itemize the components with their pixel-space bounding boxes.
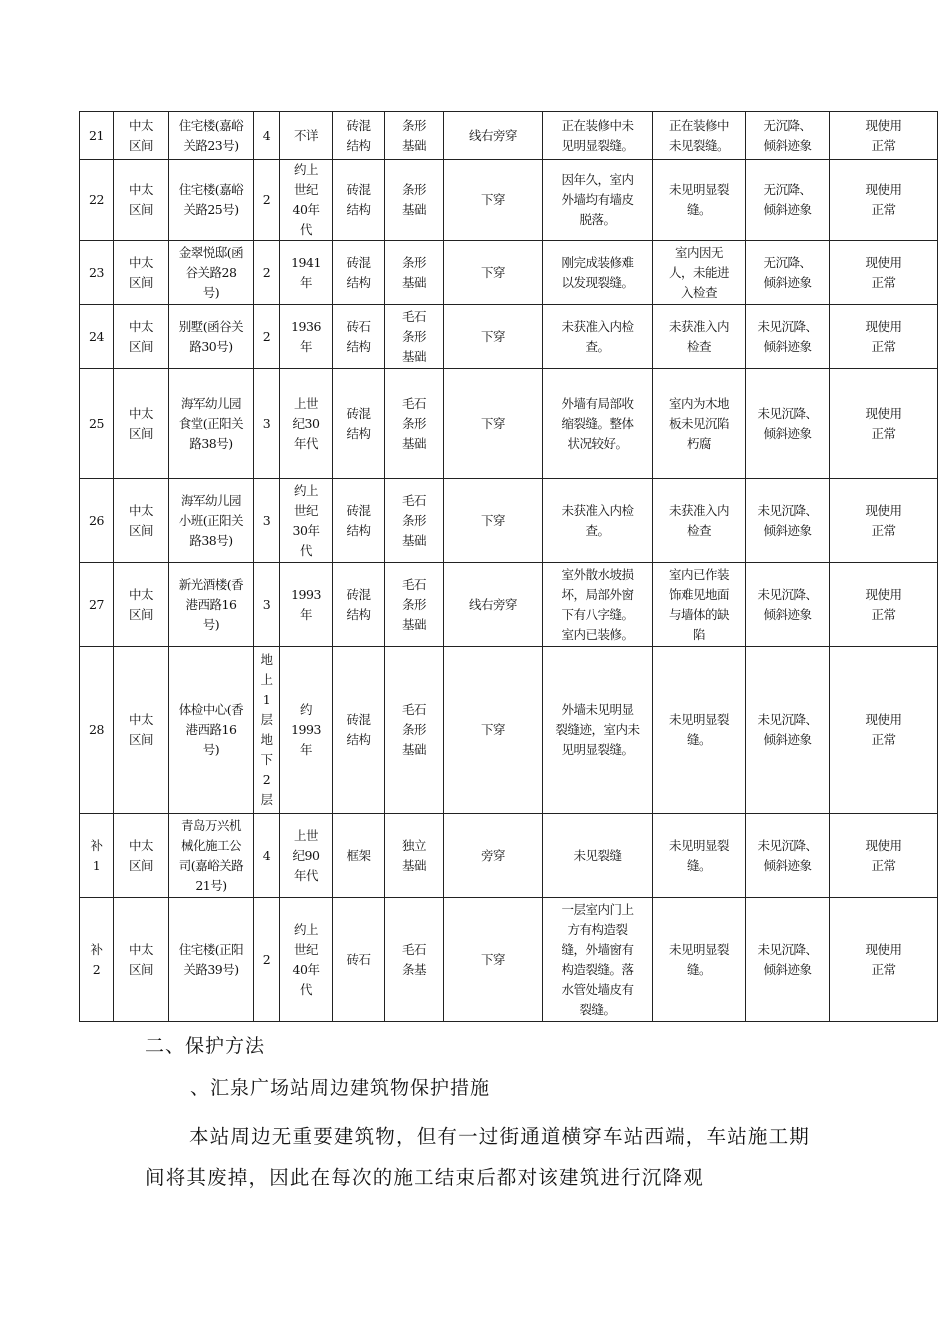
settlement-cell-text: 未见沉降、 倾斜迹象 <box>757 318 818 354</box>
settlement-cell-text: 未见沉降、 倾斜迹象 <box>757 502 818 538</box>
floors-cell <box>254 241 280 305</box>
section-cell <box>114 112 169 160</box>
usage-cell-text: 现使用 正常 <box>865 405 902 441</box>
section-cell-text: 中太 区间 <box>128 117 153 153</box>
settlement-cell <box>746 160 830 241</box>
foundation-cell-text: 条形 基础 <box>401 254 426 290</box>
exterior-condition-cell-text: 室外散水坡损 坏，局部外窗 下有八字缝。 室内已装修。 <box>561 566 634 642</box>
subsection-title: 、汇泉广场站周边建筑物保护措施 <box>190 1077 491 1099</box>
row-number-text: 补 2 <box>90 941 103 977</box>
interior-condition-cell <box>653 563 746 647</box>
year-cell-text: 约 1993 年 <box>291 702 321 757</box>
year-cell <box>280 814 333 898</box>
relation-cell-text: 下穿 <box>480 512 505 528</box>
year-cell <box>280 112 333 160</box>
interior-condition-cell <box>653 112 746 160</box>
year-cell <box>280 563 333 647</box>
exterior-condition-cell <box>543 305 653 369</box>
row-number-text: 23 <box>89 264 104 280</box>
settlement-cell-text: 未见沉降、 倾斜迹象 <box>757 837 818 873</box>
foundation-cell-text: 毛石 条形 基础 <box>401 492 426 548</box>
interior-condition-cell-text: 室内已作装 饰难见地面 与墙体的缺 陷 <box>668 566 729 642</box>
building-name-cell <box>169 112 254 160</box>
floors-cell <box>254 563 280 647</box>
settlement-cell-text: 未见沉降、 倾斜迹象 <box>757 712 818 747</box>
structure-cell <box>333 647 385 814</box>
row-number <box>80 112 114 160</box>
structure-cell-text: 框架 <box>346 847 371 863</box>
exterior-condition-cell <box>543 369 653 479</box>
exterior-condition-cell-text: 刚完成装修难 以发现裂缝。 <box>561 254 634 290</box>
floors-cell-text: 2 <box>262 192 271 207</box>
structure-cell <box>333 112 385 160</box>
table-row <box>80 369 938 479</box>
row-number <box>80 241 114 305</box>
floors-cell <box>254 479 280 563</box>
settlement-cell-text: 无沉降、 倾斜迹象 <box>763 182 812 217</box>
year-cell-text: 上世 纪90 年代 <box>292 827 320 883</box>
relation-cell <box>444 241 543 305</box>
building-name-cell <box>169 160 254 241</box>
row-number <box>80 814 114 898</box>
building-name-cell-text: 海军幼儿园 食堂(正阳关 路38号) <box>178 395 244 451</box>
row-number <box>80 647 114 814</box>
section-cell-text: 中太 区间 <box>128 254 153 290</box>
interior-condition-cell <box>653 479 746 563</box>
usage-cell <box>830 647 938 814</box>
usage-cell-text: 现使用 正常 <box>865 182 902 217</box>
relation-cell-text: 旁穿 <box>480 847 505 863</box>
usage-cell <box>830 814 938 898</box>
structure-cell <box>333 160 385 241</box>
interior-condition-cell <box>653 647 746 814</box>
structure-cell <box>333 898 385 1022</box>
table-row <box>80 160 938 241</box>
usage-cell-text: 现使用 正常 <box>865 117 902 153</box>
year-cell <box>280 160 333 241</box>
relation-cell <box>444 898 543 1022</box>
relation-cell-text: 下穿 <box>480 951 505 967</box>
exterior-condition-cell <box>543 479 653 563</box>
section-cell <box>114 241 169 305</box>
table-row <box>80 647 938 814</box>
relation-cell <box>444 160 543 241</box>
settlement-cell-text: 无沉降、 倾斜迹象 <box>763 254 812 290</box>
interior-condition-cell-text: 未见明显裂 缝。 <box>668 837 729 873</box>
interior-condition-cell-text: 未获准入内 检查 <box>668 318 729 354</box>
structure-cell-text: 砖混 结构 <box>346 586 371 622</box>
usage-cell-text: 现使用 正常 <box>865 254 902 290</box>
usage-cell <box>830 369 938 479</box>
row-number <box>80 305 114 369</box>
floors-cell-text: 2 <box>262 264 271 280</box>
section-cell <box>114 898 169 1022</box>
interior-condition-cell-text: 室内为木地 板未见沉陷 朽腐 <box>668 395 729 451</box>
foundation-cell-text: 条形 基础 <box>401 117 426 153</box>
usage-cell <box>830 241 938 305</box>
floors-cell <box>254 814 280 898</box>
building-name-cell-text: 体检中心(香 港西路16 号) <box>178 702 244 757</box>
table-row <box>80 563 938 647</box>
row-number-text: 补 1 <box>90 837 103 873</box>
usage-cell-text: 现使用 正常 <box>865 941 902 977</box>
row-number <box>80 160 114 241</box>
row-number-text: 22 <box>89 192 104 207</box>
section-cell-text: 中太 区间 <box>128 837 153 873</box>
settlement-cell <box>746 241 830 305</box>
building-survey-table <box>79 111 938 1022</box>
floors-cell-text: 3 <box>262 596 271 612</box>
usage-cell <box>830 305 938 369</box>
usage-cell-text: 现使用 正常 <box>865 586 902 622</box>
interior-condition-cell-text: 未见明显裂 缝。 <box>668 712 729 747</box>
interior-condition-cell <box>653 305 746 369</box>
settlement-cell <box>746 112 830 160</box>
year-cell <box>280 647 333 814</box>
foundation-cell-text: 毛石 条形 基础 <box>401 576 426 632</box>
exterior-condition-cell <box>543 814 653 898</box>
building-name-cell <box>169 369 254 479</box>
relation-cell <box>444 814 543 898</box>
building-name-cell <box>169 305 254 369</box>
foundation-cell-text: 毛石 条形 基础 <box>401 395 426 451</box>
year-cell-text: 1993 年 <box>291 586 321 622</box>
section-cell-text: 中太 区间 <box>128 405 153 441</box>
usage-cell <box>830 112 938 160</box>
floors-cell <box>254 305 280 369</box>
building-name-cell <box>169 563 254 647</box>
structure-cell-text: 砖混 结构 <box>346 182 371 217</box>
structure-cell-text: 砖混 结构 <box>346 502 371 538</box>
usage-cell-text: 现使用 正常 <box>865 318 902 354</box>
relation-cell-text: 下穿 <box>480 415 505 431</box>
interior-condition-cell <box>653 369 746 479</box>
year-cell-text: 1941 年 <box>291 254 321 290</box>
settlement-cell <box>746 647 830 814</box>
year-cell-text: 约上 世纪 40年 代 <box>292 921 320 997</box>
exterior-condition-cell-text: 因年久，室内 外墙均有墙皮 脱落。 <box>561 172 634 227</box>
section-cell <box>114 479 169 563</box>
table-row <box>80 112 938 160</box>
relation-cell <box>444 479 543 563</box>
floors-cell-text: 地 上 1 层 地 下 2 层 <box>260 652 273 807</box>
year-cell-text: 约上 世纪 30年 代 <box>292 482 320 558</box>
foundation-cell <box>385 112 444 160</box>
section-cell-text: 中太 区间 <box>128 182 153 217</box>
section-cell <box>114 369 169 479</box>
section-cell-text: 中太 区间 <box>128 712 153 747</box>
table-row <box>80 814 938 898</box>
floors-cell-text: 3 <box>262 512 271 528</box>
year-cell-text: 约上 世纪 40年 代 <box>292 162 320 237</box>
structure-cell <box>333 241 385 305</box>
year-cell <box>280 898 333 1022</box>
exterior-condition-cell <box>543 563 653 647</box>
exterior-condition-cell <box>543 112 653 160</box>
floors-cell <box>254 369 280 479</box>
interior-condition-cell <box>653 160 746 241</box>
building-name-cell-text: 金翠悦邸(函 谷关路28 号) <box>178 244 244 300</box>
interior-condition-cell <box>653 898 746 1022</box>
section-cell-text: 中太 区间 <box>128 502 153 538</box>
section-cell-text: 中太 区间 <box>128 586 153 622</box>
foundation-cell <box>385 563 444 647</box>
table-row <box>80 305 938 369</box>
building-name-cell-text: 住宅楼(嘉峪 关路23号) <box>178 117 244 153</box>
building-name-cell <box>169 241 254 305</box>
foundation-cell-text: 独立 基础 <box>401 837 426 873</box>
row-number-text: 28 <box>89 722 104 737</box>
building-name-cell-text: 新光酒楼(香 港西路16 号) <box>178 576 244 632</box>
floors-cell-text: 3 <box>262 415 271 431</box>
interior-condition-cell-text: 未获准入内 检查 <box>668 502 729 538</box>
body-paragraph: 本站周边无重要建筑物，但有一过街通道横穿车站西端，车站施工期间将其废掉，因此在每次的施工结束后都对该建筑进行沉降观 <box>145 1125 811 1189</box>
relation-cell <box>444 369 543 479</box>
exterior-condition-cell <box>543 241 653 305</box>
interior-condition-cell-text: 正在装修中 未见裂缝。 <box>668 117 729 153</box>
exterior-condition-cell <box>543 898 653 1022</box>
interior-condition-cell-text: 未见明显裂 缝。 <box>668 941 729 977</box>
foundation-cell <box>385 898 444 1022</box>
year-cell-text: 1936 年 <box>291 318 321 354</box>
floors-cell-text: 4 <box>262 127 271 143</box>
relation-cell-text: 线右旁穿 <box>468 127 517 143</box>
relation-cell-text: 下穿 <box>480 722 505 737</box>
building-name-cell <box>169 479 254 563</box>
relation-cell <box>444 563 543 647</box>
row-number <box>80 479 114 563</box>
foundation-cell <box>385 479 444 563</box>
settlement-cell-text: 无沉降、 倾斜迹象 <box>763 117 812 153</box>
settlement-cell-text: 未见沉降、 倾斜迹象 <box>757 941 818 977</box>
exterior-condition-cell-text: 外墙有局部收 缩裂缝。整体 状况较好。 <box>561 395 634 451</box>
relation-cell <box>444 647 543 814</box>
year-cell <box>280 479 333 563</box>
structure-cell-text: 砖混 结构 <box>346 254 371 290</box>
year-cell <box>280 305 333 369</box>
relation-cell-text: 下穿 <box>480 264 505 280</box>
interior-condition-cell-text: 室内因无 人，未能进 入检查 <box>668 244 729 300</box>
row-number-text: 21 <box>89 127 104 143</box>
section-cell-text: 中太 区间 <box>128 318 153 354</box>
table-row <box>80 241 938 305</box>
exterior-condition-cell <box>543 647 653 814</box>
settlement-cell <box>746 563 830 647</box>
structure-cell-text: 砖混 结构 <box>346 712 371 747</box>
building-name-cell <box>169 814 254 898</box>
structure-cell <box>333 305 385 369</box>
usage-cell-text: 现使用 正常 <box>865 837 902 873</box>
survey-table-body <box>80 112 938 1022</box>
exterior-condition-cell <box>543 160 653 241</box>
foundation-cell-text: 毛石 条形 基础 <box>401 308 426 364</box>
usage-cell <box>830 898 938 1022</box>
floors-cell-text: 4 <box>262 847 271 863</box>
relation-cell-text: 下穿 <box>480 328 505 344</box>
row-number <box>80 369 114 479</box>
building-name-cell-text: 海军幼儿园 小班(正阳关 路38号) <box>178 492 244 548</box>
year-cell-text: 上世 纪30 年代 <box>292 395 320 451</box>
section-cell-text: 中太 区间 <box>128 941 153 977</box>
structure-cell-text: 砖混 结构 <box>346 117 371 153</box>
section-cell <box>114 563 169 647</box>
row-number-text: 25 <box>89 415 104 431</box>
building-name-cell-text: 别墅(函谷关 路30号) <box>178 318 244 354</box>
floors-cell-text: 2 <box>262 951 271 967</box>
section-cell <box>114 160 169 241</box>
section-cell <box>114 305 169 369</box>
settlement-cell <box>746 479 830 563</box>
usage-cell <box>830 479 938 563</box>
structure-cell-text: 砖石 <box>346 951 371 967</box>
usage-cell-text: 现使用 正常 <box>865 712 902 747</box>
foundation-cell <box>385 305 444 369</box>
structure-cell <box>333 369 385 479</box>
usage-cell-text: 现使用 正常 <box>865 502 902 538</box>
floors-cell <box>254 647 280 814</box>
structure-cell <box>333 479 385 563</box>
settlement-cell <box>746 369 830 479</box>
usage-cell <box>830 160 938 241</box>
section-cell <box>114 647 169 814</box>
settlement-cell-text: 未见沉降、 倾斜迹象 <box>757 586 818 622</box>
year-cell <box>280 369 333 479</box>
foundation-cell <box>385 241 444 305</box>
row-number-text: 27 <box>89 596 104 612</box>
floors-cell <box>254 160 280 241</box>
row-number <box>80 898 114 1022</box>
exterior-condition-cell-text: 一层室内门上 方有构造裂 缝，外墙窗有 构造裂缝。落 水管处墙皮有 裂缝。 <box>561 901 634 1017</box>
foundation-cell <box>385 647 444 814</box>
floors-cell <box>254 112 280 160</box>
year-cell <box>280 241 333 305</box>
relation-cell-text: 线右旁穿 <box>468 596 517 612</box>
exterior-condition-cell-text: 未见裂缝 <box>573 847 622 863</box>
interior-condition-cell <box>653 814 746 898</box>
relation-cell-text: 下穿 <box>480 192 505 207</box>
structure-cell <box>333 563 385 647</box>
settlement-cell <box>746 814 830 898</box>
building-name-cell <box>169 647 254 814</box>
floors-cell-text: 2 <box>262 328 271 344</box>
interior-condition-cell <box>653 241 746 305</box>
row-number-text: 24 <box>89 328 104 344</box>
settlement-cell-text: 未见沉降、 倾斜迹象 <box>757 405 818 441</box>
section-title: 二、保护方法 <box>145 1035 266 1057</box>
row-number-text: 26 <box>89 512 104 528</box>
foundation-cell-text: 毛石 条基 <box>401 941 426 977</box>
row-number <box>80 563 114 647</box>
building-name-cell-text: 青岛万兴机 械化施工公 司(嘉峪关路 21号) <box>178 817 244 893</box>
table-row <box>80 898 938 1022</box>
structure-cell-text: 砖石 结构 <box>346 318 371 354</box>
structure-cell <box>333 814 385 898</box>
table-row <box>80 479 938 563</box>
foundation-cell <box>385 160 444 241</box>
building-name-cell-text: 住宅楼(正阳 关路39号) <box>178 941 244 977</box>
settlement-cell <box>746 898 830 1022</box>
foundation-cell-text: 条形 基础 <box>401 182 426 217</box>
foundation-cell <box>385 369 444 479</box>
floors-cell <box>254 898 280 1022</box>
exterior-condition-cell-text: 正在装修中未 见明显裂缝。 <box>561 117 634 153</box>
foundation-cell <box>385 814 444 898</box>
building-name-cell <box>169 898 254 1022</box>
exterior-condition-cell-text: 外墙未见明显 裂缝迹，室内未 见明显裂缝。 <box>555 702 640 757</box>
usage-cell <box>830 563 938 647</box>
interior-condition-cell-text: 未见明显裂 缝。 <box>668 182 729 217</box>
section-cell <box>114 814 169 898</box>
exterior-condition-cell-text: 未获准入内检 查。 <box>561 318 634 354</box>
exterior-condition-cell-text: 未获准入内检 查。 <box>561 502 634 538</box>
year-cell-text: 不详 <box>293 127 318 143</box>
building-name-cell-text: 住宅楼(嘉峪 关路25号) <box>178 182 244 217</box>
foundation-cell-text: 毛石 条形 基础 <box>401 702 426 757</box>
relation-cell <box>444 305 543 369</box>
structure-cell-text: 砖混 结构 <box>346 405 371 441</box>
relation-cell <box>444 112 543 160</box>
settlement-cell <box>746 305 830 369</box>
